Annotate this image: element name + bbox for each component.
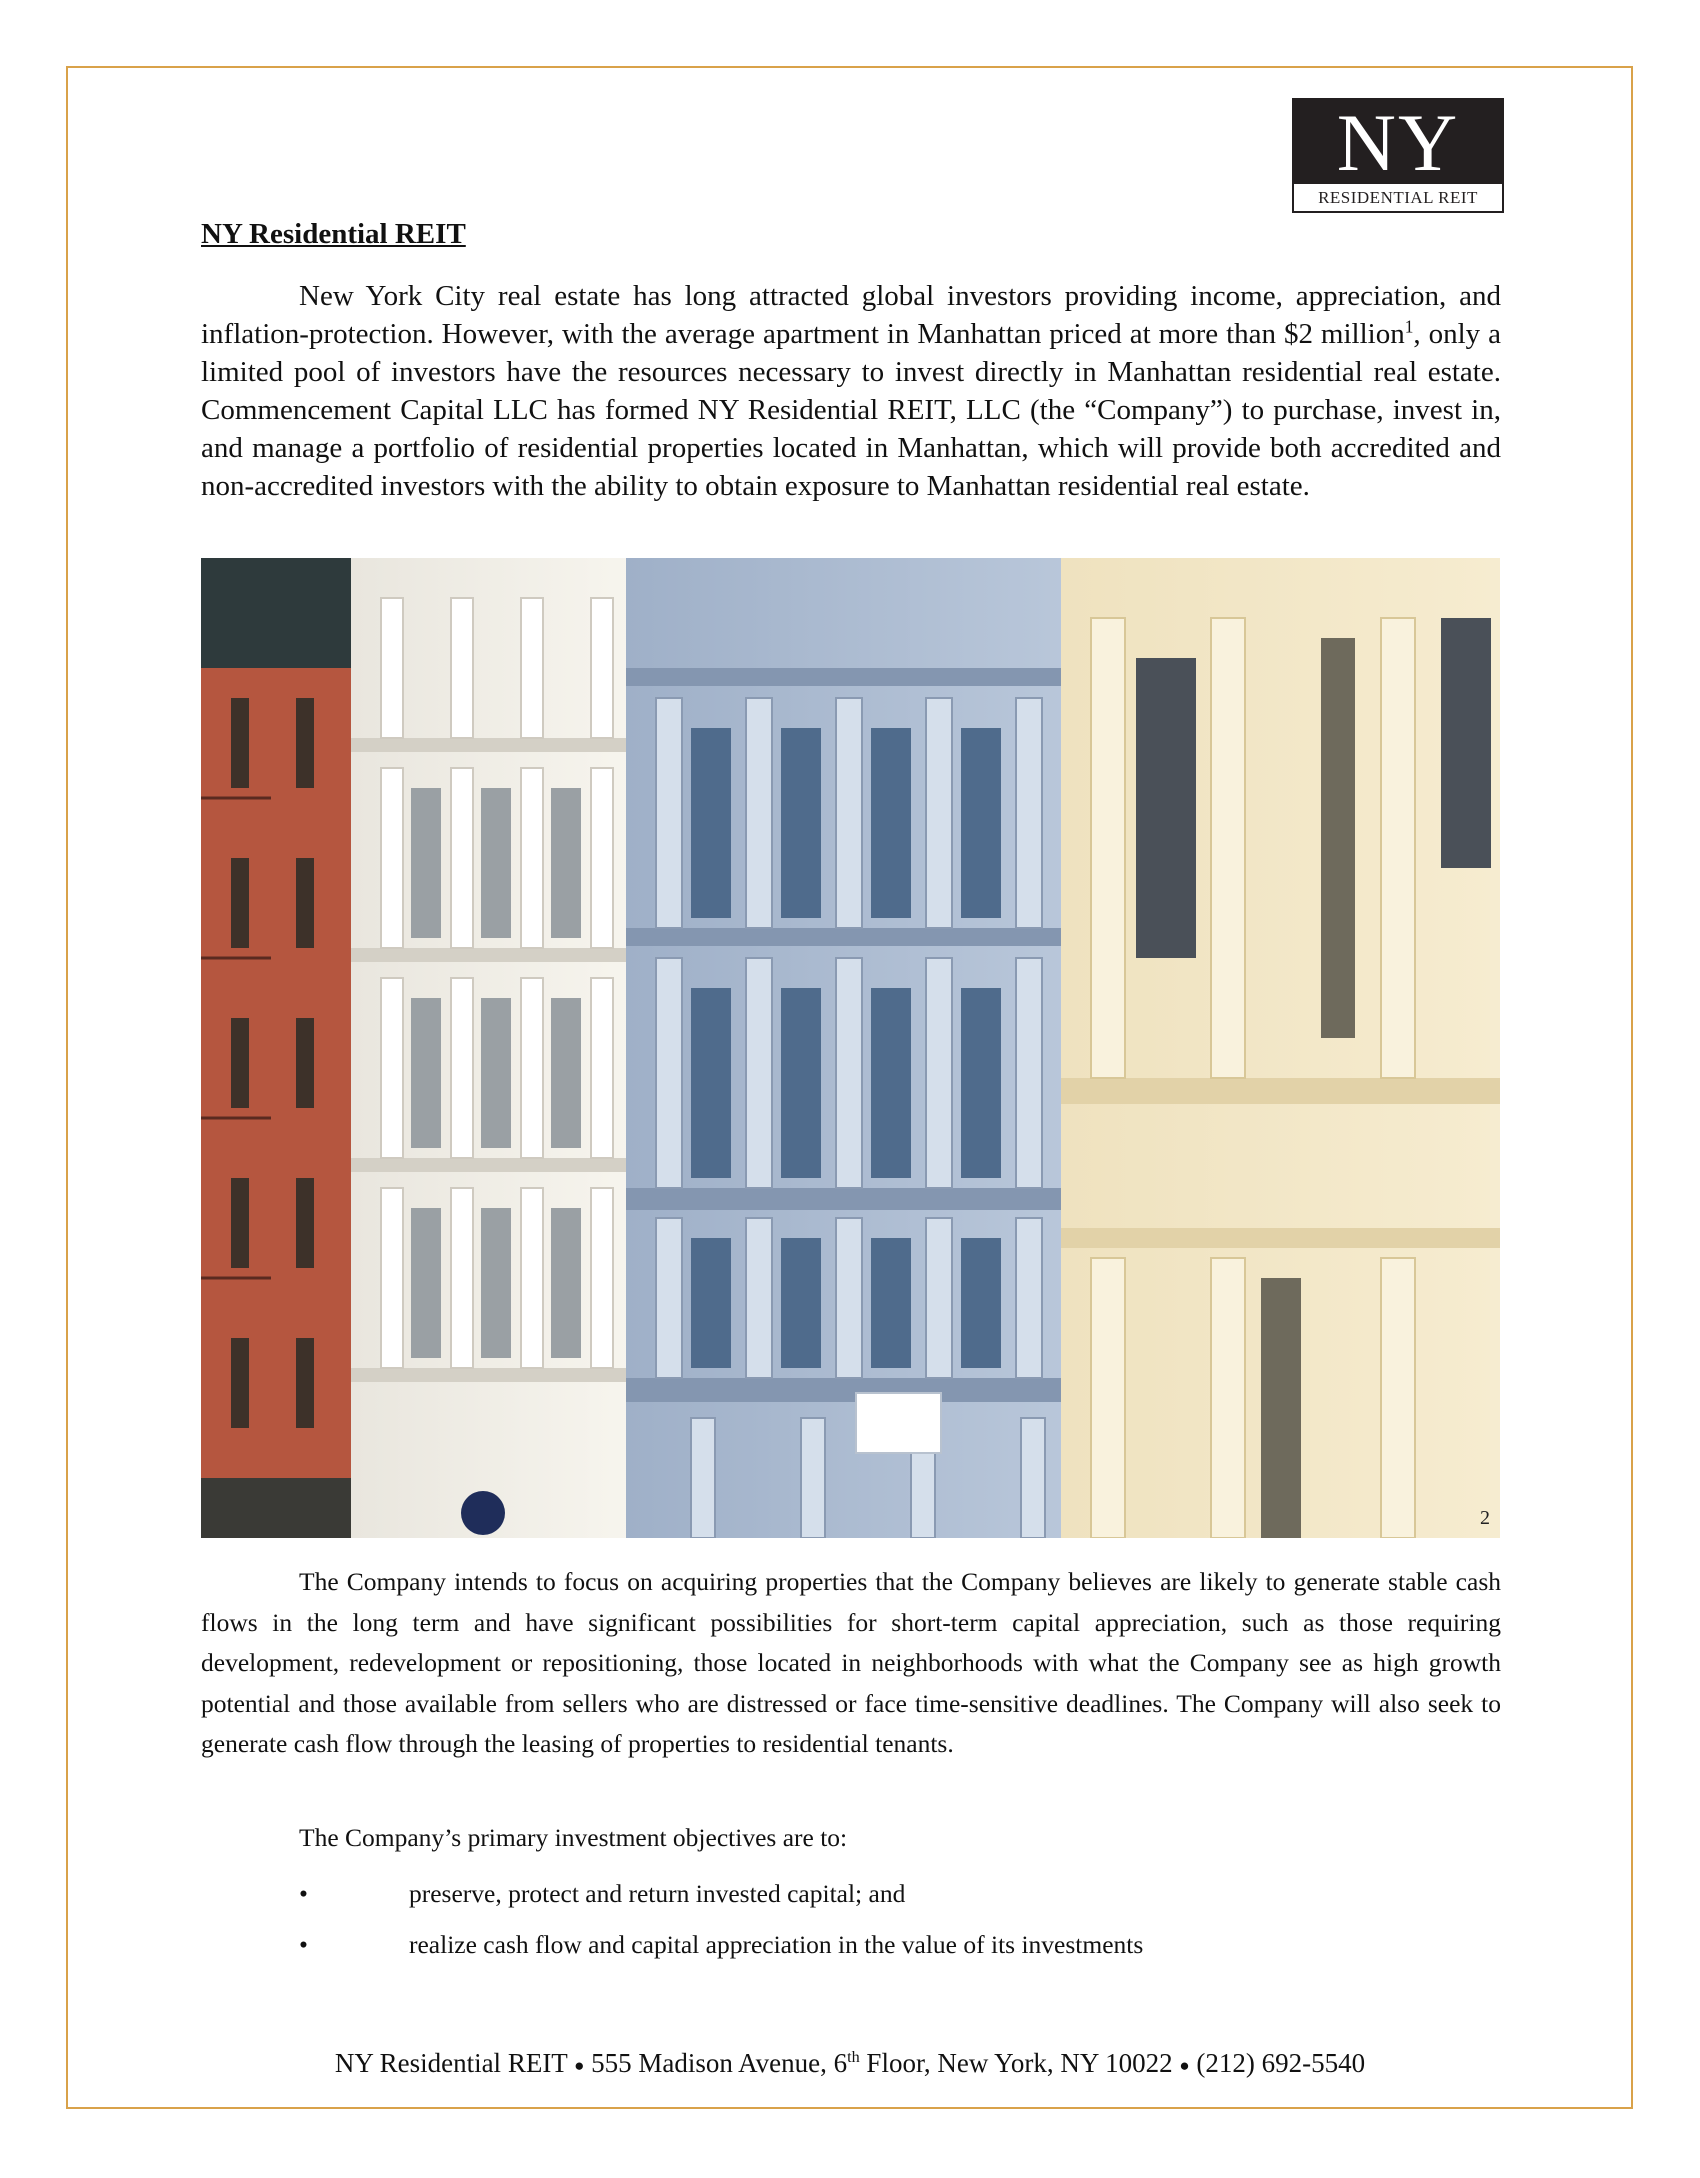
footer-separator: ● [574, 2055, 585, 2075]
page-footer [0, 2045, 1700, 2084]
footer-address-sup: th [847, 2048, 860, 2066]
objective-text: preserve, protect and return invested capital; and [409, 1879, 906, 1908]
footer-phone: (212) 692-5540 [1196, 2048, 1366, 2078]
focus-paragraph: The Company intends to focus on acquiring properties that the Company believes are likely to generate stable cash flows in the long term and have significant possibilities for short-term capital appreciation, such as those requiring development, redevelopment or repositioning, those located in neighborhoods with what the Company see as high growth potential and those available from sellers who are distressed or face time-sensitive deadlines. The Company will also seek to generate cash flow through the leasing of properties to residential tenants. [201, 1567, 1501, 1758]
footer-name: NY Residential REIT [334, 2048, 568, 2078]
intro-paragraph [201, 277, 1501, 505]
footnote-ref: 1 [1404, 316, 1414, 337]
objective-text: realize cash flow and capital appreciation in the value of its investments [409, 1930, 1144, 1959]
footer-address-pre: 555 Madison Avenue, 6 [591, 2048, 848, 2078]
building-facades-photo [201, 558, 1500, 1538]
page-title: NY Residential REIT [201, 218, 466, 250]
footer-address-post: Floor, New York, NY 10022 [859, 2048, 1173, 2078]
logo-subtitle: RESIDENTIAL REIT [1318, 188, 1478, 207]
objectives-intro: The Company’s primary investment objectives are to: [299, 1823, 848, 1852]
bullet-icon: • [299, 1879, 308, 1908]
logo-mark: NY [1294, 100, 1502, 184]
photo-page-number: 2 [1480, 1507, 1490, 1529]
intro-text-part1: New York City real estate has long attracted global investors providing income, appreciation, and inflation-protection. However, with the average apartment in Manhattan priced at more than $2 million [201, 280, 1501, 350]
company-logo [1292, 98, 1504, 213]
bullet-icon: • [299, 1930, 308, 1959]
footer-separator: ● [1179, 2055, 1190, 2075]
intro-text-part2: , only a limited pool of investors have the resources necessary to invest directly in Manhattan residential real estate. Commencement Capital LLC has formed NY Residential REIT, LLC (the “Company”) to purchase, invest in, and manage a portfolio of residential properties located in Manhattan, which will provide both accredited and non-accredited investors with the ability to obtain exposure to Manhattan residential real estate. [201, 318, 1501, 502]
